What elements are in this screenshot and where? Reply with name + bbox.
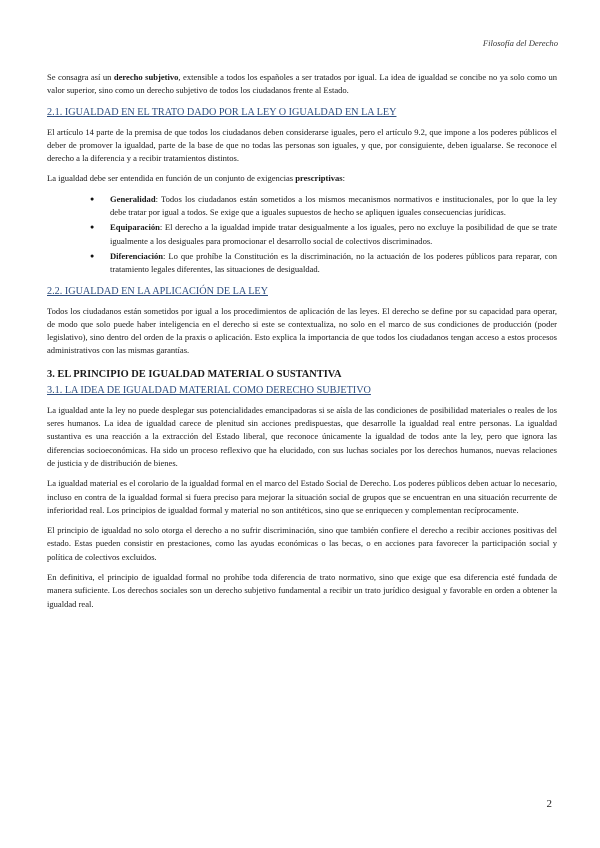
section-3-paragraph: La igualdad material es el corolario de la igualdad formal en el marco del Estado Social de Derecho. Los poderes públicos deben actuar lo necesario, incluso en contra de la igualdad formal si fuera preciso para mejorar la situación social de grupos que se encuentran en una situación recurrente de inferioridad real. Los principios de igualdad formal y material no son antitéticos, sino que se enriquecen y complementan recíprocamente.: [47, 478, 557, 515]
list-item: [110, 250, 557, 277]
list-item-term: Equiparación: [110, 222, 160, 233]
section-2-1-lead-in: [47, 172, 557, 185]
list-item-term: Generalidad: [110, 193, 156, 204]
lead-in-text: La igualdad debe ser entendida en función de un conjunto de exigencias: [47, 173, 296, 184]
section-3-paragraph: La igualdad ante la ley no puede desplegar sus potencialidades emancipadoras si se aísla de las condiciones de posibilidad materiales o reales de los seres humanos. La idea de igualdad carece de plenitud sin acciones predispuestas, que desarrolle la igualdad real entre personas. La igualdad sustantiva es una reacción a la extracción del Estado liberal, que reconoce únicamente la igualdad de todos ante la ley, pero que ignora las diferencias socioeconómicas. Ha sido un proceso reflexivo que ha elucidado, con sus luchas sociales por los derechos humanos, nuevas relaciones de justicia y de distribución de bienes.: [47, 404, 557, 468]
section-3-1-heading: 3.1. LA IDEA DE IGUALDAD MATERIAL COMO DERECHO SUBJETIVO: [47, 384, 371, 396]
intro-text-pre: Se consagra así un: [47, 72, 114, 82]
list-item: [110, 193, 557, 220]
lead-in-bold: prescriptivas: [295, 173, 343, 184]
section-2-2-heading: 2.2. IGUALDAD EN LA APLICACIÓN DE LA LEY: [47, 285, 268, 297]
running-header: Filosofía del Derecho: [482, 38, 558, 48]
intro-text-post: , extensible a todos los españoles a ser tratados por igual. La idea de igualdad se concibe no ya solo como un valor superior, sino como un derecho subjetivo de todos los ciudadanos frente al Estado.: [47, 72, 557, 96]
page-content: [47, 71, 557, 618]
section-3-paragraph: En definitiva, el principio de igualdad formal no prohíbe toda diferencia de trato normativo, sino que exige que esa diferencia esté fundada de manera suficiente. Los derechos sociales son un derecho subjetivo fundamental a recibir un trato jurídico desigual y favorable en orden a obtener la igualdad real.: [47, 572, 557, 609]
lead-in-colon: :: [342, 173, 345, 184]
list-item-term: Diferenciación: [110, 250, 164, 261]
list-item-text: : Lo que prohíbe la Constitución es la discriminación, no la actuación de los poderes públicos para reparar, con tratamiento legales diferentes, las situaciones de desigualdad.: [110, 250, 557, 275]
requirements-list: [47, 193, 557, 277]
section-2-1-heading: 2.1. IGUALDAD EN EL TRATO DADO POR LA LEY O IGUALDAD EN LA LEY: [47, 106, 397, 118]
intro-bold-term: derecho subjetivo: [113, 72, 179, 82]
list-item: [110, 221, 557, 248]
list-item-text: : El derecho a la igualdad impide tratar desigualmente a los iguales, pero no excluye la posibilidad de que se trate igualmente a los desiguales para promocionar el desarrollo social de colectivos discriminados.: [110, 222, 557, 246]
section-2-1-paragraph: El artículo 14 parte de la premisa de que todos los ciudadanos deben considerarse iguales, pero el artículo 9.2, que impone a los poderes públicos el deber de promover la igualdad, parte de la base de que no todas las personas son iguales, y que, por consiguiente, deben igualarse. Se reconoce el derecho a la diferencia y a recibir tratamientos distintos.: [47, 126, 557, 164]
page-number: 2: [546, 798, 552, 810]
section-3-paragraph: El principio de igualdad no solo otorga el derecho a no sufrir discriminación, sino que también confiere el derecho a recibir acciones positivas del estado. Estas pueden consistir en prestaciones, como las ayudas económicas o las becas, o en acciones para favorecer la participación social y política de colectivos excluidos.: [47, 525, 557, 562]
list-item-text: : Todos los ciudadanos están sometidos a los mismos mecanismos normativos e institucionales, por lo que la ley debe tratar por igual a todos. Se exige que a iguales supuestos de hecho se apliquen iguales consecuencias jurídicas.: [110, 193, 557, 218]
intro-paragraph: [47, 71, 557, 98]
section-3-heading: 3. EL PRINCIPIO DE IGUALDAD MATERIAL O SUSTANTIVA: [47, 368, 342, 380]
section-2-2-paragraph: Todos los ciudadanos están sometidos por igual a los procedimientos de aplicación de las leyes. El derecho se define por su capacidad para operar, de modo que solo puede haber inteligencia en el derecho si este se contextualiza, no solo en el marco de sus condiciones de producción (poder legislativo), sino dentro del orden de la praxis o aplicación. Esto explica la importancia de que todos los ciudadanos tengan acceso a estos procesos administrativos con las mismas garantías.: [47, 305, 557, 356]
